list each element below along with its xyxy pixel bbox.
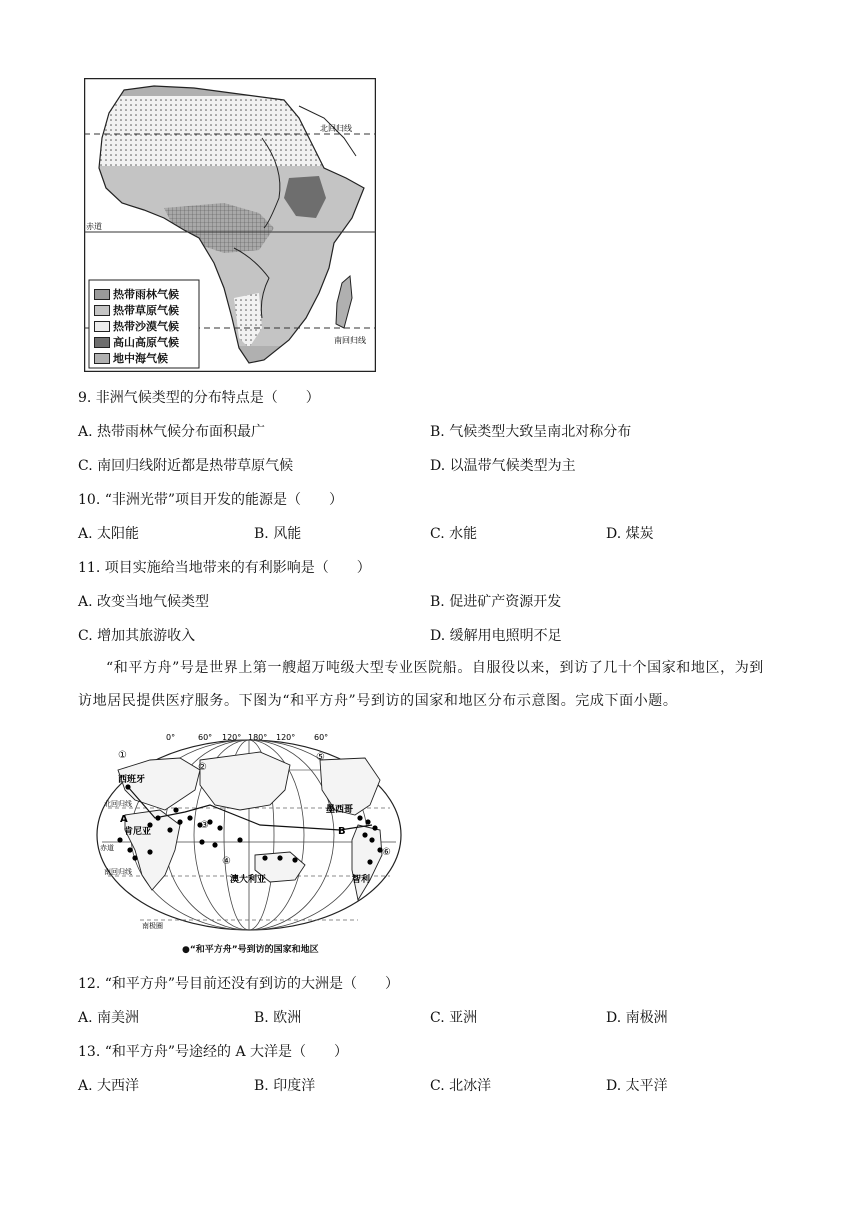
legend-label: 地中海气候 bbox=[113, 352, 168, 365]
q13-option-a[interactable]: A. 大西洋 bbox=[78, 1078, 140, 1094]
label-chile: 智利 bbox=[352, 875, 371, 885]
label-circle-4: ④ bbox=[222, 856, 231, 867]
label-circle-6: ⑥ bbox=[382, 847, 391, 858]
label-kenya: 肯尼亚 bbox=[124, 827, 152, 837]
q11-option-d[interactable]: D. 缓解用电照明不足 bbox=[430, 628, 562, 644]
question-13-stem: 13. “和平方舟”号途经的 A 大洋是（ ） bbox=[78, 1044, 349, 1060]
question-11-stem: 11. 项目实施给当地带来的有利影响是（ ） bbox=[78, 560, 371, 576]
legend-swatch bbox=[94, 337, 110, 348]
q11-option-c[interactable]: C. 增加其旅游收入 bbox=[78, 628, 196, 644]
legend-swatch bbox=[94, 353, 110, 364]
lon-label-120w: 120° bbox=[276, 733, 296, 742]
tropic-north-label: 北回归线 bbox=[320, 124, 352, 133]
question-10-stem: 10. “非洲光带”项目开发的能源是（ ） bbox=[78, 492, 344, 508]
tropic-south-label: 南回归线 bbox=[334, 336, 366, 345]
equator-label: 赤道 bbox=[86, 222, 102, 231]
q13-option-b[interactable]: B. 印度洋 bbox=[254, 1078, 316, 1094]
label-b: B bbox=[338, 826, 346, 837]
question-12-stem: 12. “和平方舟”号目前还没有到访的大洲是（ ） bbox=[78, 976, 400, 992]
q9-option-d[interactable]: D. 以温带气候类型为主 bbox=[430, 458, 576, 474]
label-a: A bbox=[120, 814, 128, 825]
label-mexico: 墨西哥 bbox=[326, 805, 354, 815]
legend-item-highland bbox=[94, 334, 198, 350]
legend-item-savanna bbox=[94, 302, 198, 318]
q11-option-b[interactable]: B. 促进矿产资源开发 bbox=[430, 594, 562, 610]
q9-option-c[interactable]: C. 南回归线附近都是热带草原气候 bbox=[78, 458, 294, 474]
lon-label-120: 120° bbox=[222, 733, 242, 742]
q13-option-c[interactable]: C. 北冰洋 bbox=[430, 1078, 492, 1094]
legend-item-mediterranean bbox=[94, 350, 198, 366]
africa-legend bbox=[94, 286, 198, 366]
legend-item-desert bbox=[94, 318, 198, 334]
label-tropic-north-world: 北回归线 bbox=[104, 800, 132, 808]
label-spain: 西班牙 bbox=[118, 775, 146, 785]
africa-climate-map bbox=[84, 78, 376, 372]
q10-option-b[interactable]: B. 风能 bbox=[254, 526, 302, 542]
passage-text: “和平方舟”号是世界上第一艘超万吨级大型专业医院船。自服役以来，到访了几十个国家和地区，为到访地居民提供医疗服务。下图为“和平方舟”号到访的国家和地区分布示意图。完成下面小题。 bbox=[78, 660, 764, 709]
label-circle-2: ② bbox=[198, 762, 207, 773]
q10-option-d[interactable]: D. 煤炭 bbox=[606, 526, 654, 542]
q12-option-b[interactable]: B. 欧洲 bbox=[254, 1010, 302, 1026]
label-circle-1: ① bbox=[118, 750, 127, 761]
label-australia: 澳大利亚 bbox=[230, 875, 267, 885]
q13-option-d[interactable]: D. 太平洋 bbox=[606, 1078, 668, 1094]
q12-option-d[interactable]: D. 南极洲 bbox=[606, 1010, 668, 1026]
q11-option-a[interactable]: A. 改变当地气候类型 bbox=[78, 594, 210, 610]
lon-label-0: 0° bbox=[166, 733, 176, 742]
label-circle-5: ⑤ bbox=[316, 752, 325, 763]
legend-swatch bbox=[94, 321, 110, 332]
q12-option-a[interactable]: A. 南美洲 bbox=[78, 1010, 140, 1026]
q12-option-c[interactable]: C. 亚洲 bbox=[430, 1010, 478, 1026]
legend-swatch bbox=[94, 305, 110, 316]
question-9-stem: 9. 非洲气候类型的分布特点是（ ） bbox=[78, 390, 320, 406]
world-map-caption: ●“和平方舟”号到访的国家和地区 bbox=[182, 945, 319, 955]
q9-option-b[interactable]: B. 气候类型大致呈南北对称分布 bbox=[430, 424, 632, 440]
label-equator-world: 赤道 bbox=[100, 844, 114, 852]
legend-label: 热带雨林气候 bbox=[113, 288, 179, 301]
legend-label: 热带沙漠气候 bbox=[113, 320, 179, 333]
label-antarctic-world: 南极圈 bbox=[142, 922, 163, 930]
legend-item-rainforest bbox=[94, 286, 198, 302]
label-circle-3: ③ bbox=[200, 820, 209, 831]
legend-label: 热带草原气候 bbox=[113, 304, 179, 317]
lon-label-60: 60° bbox=[198, 733, 213, 742]
lon-label-180: 180° bbox=[248, 733, 268, 742]
q10-option-c[interactable]: C. 水能 bbox=[430, 526, 478, 542]
world-map bbox=[90, 730, 408, 958]
legend-label: 高山高原气候 bbox=[113, 336, 179, 349]
lon-label-60w: 60° bbox=[314, 733, 329, 742]
legend-swatch bbox=[94, 289, 110, 300]
q9-option-a[interactable]: A. 热带雨林气候分布面积最广 bbox=[78, 424, 266, 440]
label-tropic-south-world: 南回归线 bbox=[104, 868, 132, 876]
q10-option-a[interactable]: A. 太阳能 bbox=[78, 526, 140, 542]
